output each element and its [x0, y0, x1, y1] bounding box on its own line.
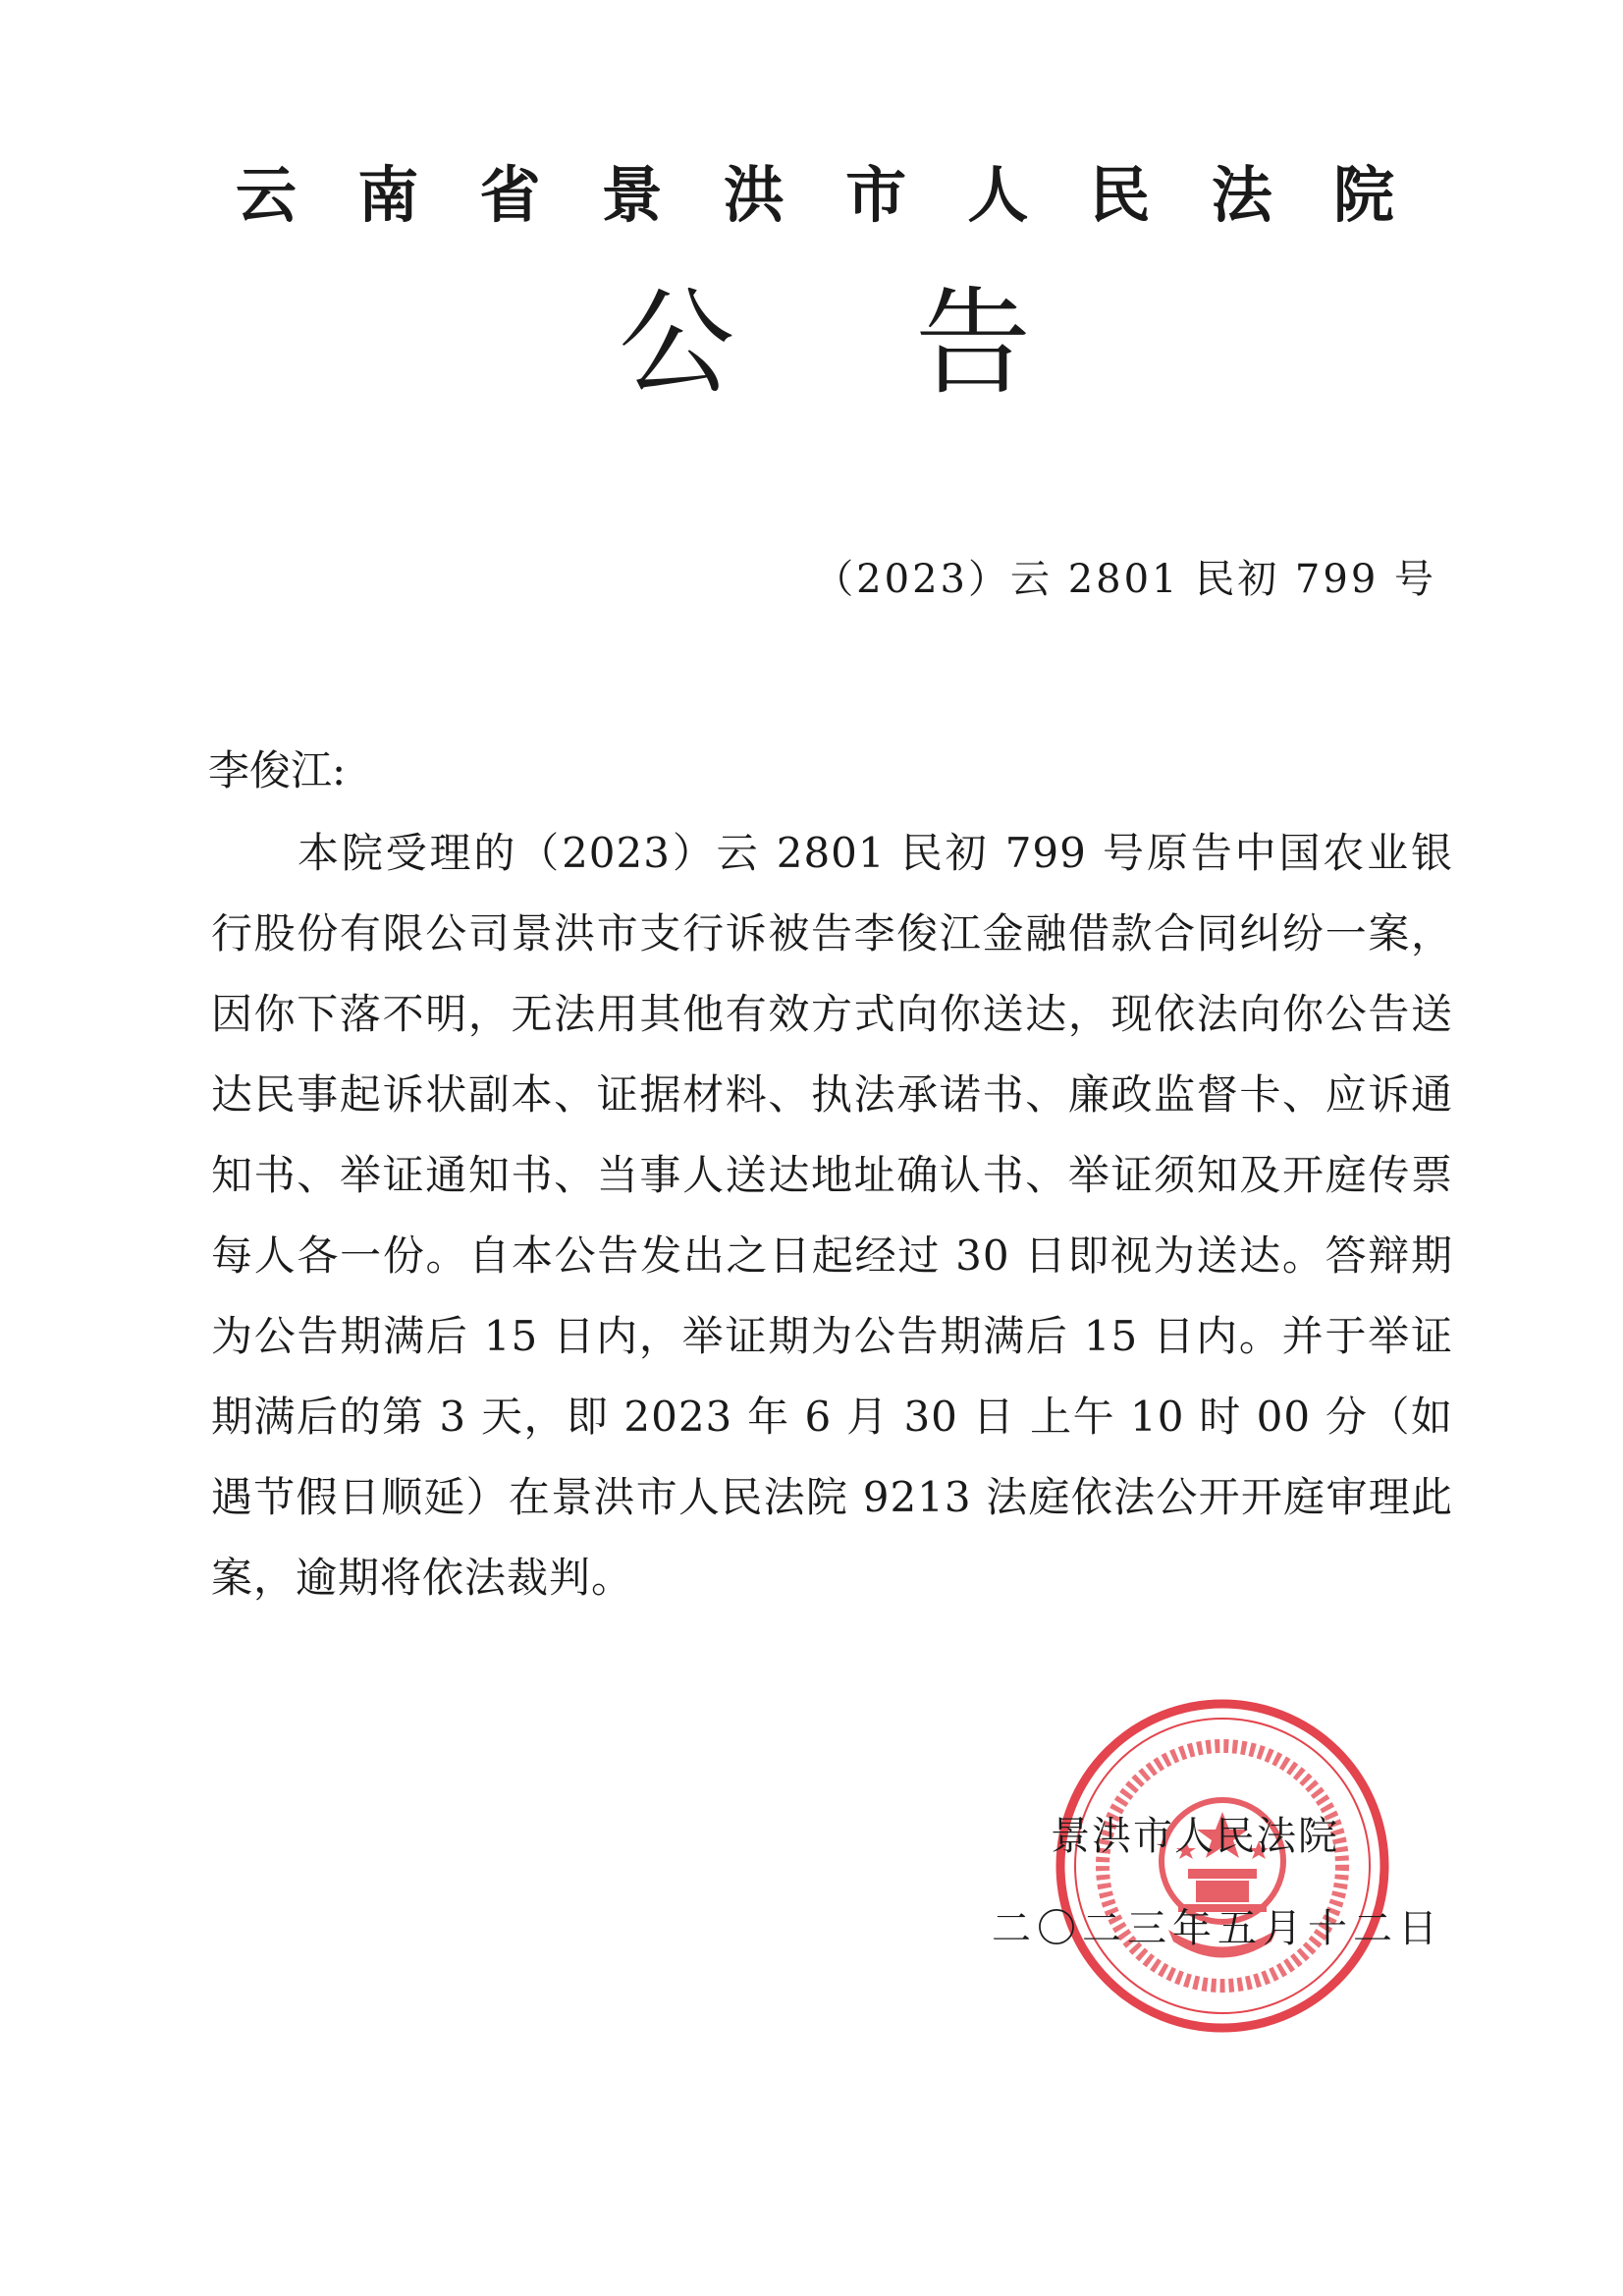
court-name-char: 洪 [723, 159, 784, 231]
court-name-char: 院 [1332, 159, 1394, 231]
notice-body: 本院受理的（2023）云 2801 民初 799 号原告中国农业银行股份有限公司景洪市支行诉被告李俊江金融借款合同纠纷一案，因你下落不明，无法用其他有效方式向你送达，现依法向你公告送达民事起诉状副本、证据材料、执法承诺书、廉政监督卡、应诉通知书、举证通知书、当事人送达地址确认书、举证须知及开庭传票每人各一份。自本公告发出之日起经过 30 日即视为送达。答辩期为公告期满后 15 日内，举证期为公告期满后 15 日内。并于举证期满后的第 3 天，即 2023 年 6 月 30 日 上午 10 时 00 分（如遇节假日顺延）在景洪市人民法院 9213 法庭依法公开开庭审理此案，逾期将依法裁判。 [211, 829, 1454, 1602]
court-name-char: 人 [967, 159, 1029, 231]
document-type-char: 公 [619, 275, 735, 410]
court-name-char: 南 [357, 159, 419, 231]
court-seal-icon [1051, 1694, 1394, 2038]
issuing-court-signature: 景洪市人民法院 [1051, 1814, 1339, 1859]
court-name-char: 省 [479, 159, 541, 231]
issue-date: 二〇二三年五月十二日 [992, 1906, 1443, 1951]
addressee: 李俊江: [208, 746, 347, 794]
court-name-char: 市 [845, 159, 907, 231]
document-type-char: 告 [914, 275, 1031, 410]
court-name-char: 法 [1211, 159, 1272, 231]
court-name-heading [236, 159, 1394, 231]
court-name-char: 景 [601, 159, 663, 231]
case-number: （2023）云 2801 民初 799 号 [814, 557, 1436, 602]
document-type-heading [619, 275, 1031, 410]
court-name-char: 民 [1089, 159, 1151, 231]
court-name-char: 云 [236, 159, 298, 231]
